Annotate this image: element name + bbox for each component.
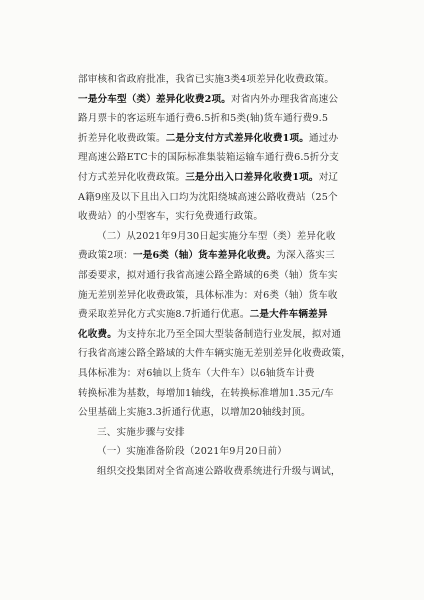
text-run: 行我省高速公路全路域的大件车辆实施无差别差异化收费政策， bbox=[78, 348, 351, 360]
text-run: 路月票卡的客运班车通行费6.5折和5类(轴)货车通行费9.5 bbox=[78, 113, 329, 125]
bold-text: 化收费。 bbox=[78, 328, 117, 340]
text-line bbox=[78, 207, 378, 227]
text-run: 理高速公路ETC卡的国际标准集装箱运输车通行费6.5折分支 bbox=[78, 152, 340, 164]
text-run: 部委要求，拟对通行我省高速公路全路域的6类（轴）货车实 bbox=[78, 269, 338, 281]
text-line bbox=[78, 384, 378, 404]
text-run: 施无差别差异化收费政策，具体标准为：对6类（轴）货车收 bbox=[78, 289, 338, 301]
text-line bbox=[78, 266, 378, 286]
text-line bbox=[78, 246, 378, 266]
text-line bbox=[78, 442, 378, 462]
text-run: 转换标准为基数，每增加1轴线，在转换标准增加1.35元/车 bbox=[78, 387, 334, 399]
text-run: 组织交投集团对全省高速公路收费系统进行升级与调试， bbox=[97, 465, 341, 477]
text-line bbox=[78, 462, 378, 482]
text-run: （二）从2021年9月30日起实施分车型（类）差异化收 bbox=[97, 230, 336, 242]
text-run: 对辽 bbox=[318, 171, 339, 183]
text-line bbox=[78, 70, 378, 90]
text-line bbox=[78, 227, 378, 247]
text-line bbox=[78, 305, 378, 325]
text-run: 费政策2项： bbox=[78, 250, 133, 262]
text-run: 折差异化收费政策。 bbox=[78, 132, 166, 144]
text-line bbox=[78, 109, 378, 129]
text-line bbox=[78, 168, 378, 188]
text-line bbox=[78, 325, 378, 345]
bold-text: 二是分支付方式差异化收费1项。 bbox=[165, 132, 309, 144]
bold-text: 二是大件车辆差异 bbox=[249, 309, 328, 321]
text-line bbox=[78, 286, 378, 306]
text-line bbox=[78, 148, 378, 168]
text-run: 费采取差异化方式实施8.7折通行优惠。 bbox=[78, 309, 250, 321]
text-run: 通过办 bbox=[308, 132, 339, 144]
text-run: （一）实施准备阶段（2021年9月20日前） bbox=[97, 446, 287, 458]
text-run: 部审核和省政府批准，我省已实施3类4项差异化收费政策。 bbox=[78, 74, 335, 85]
text-line bbox=[78, 364, 378, 384]
text-line bbox=[78, 90, 378, 110]
text-line bbox=[78, 403, 378, 423]
text-run: A籍9座及以下且出入口均为沈阳绕城高速公路收费站（25个 bbox=[78, 191, 338, 203]
text-run: 付方式差异化收费政策。 bbox=[78, 171, 186, 183]
text-run: 对省内外办理我省高速公 bbox=[230, 93, 339, 105]
text-line bbox=[78, 188, 378, 208]
text-run: 为支持东北乃至全国大型装备制造行业发展，拟对通 bbox=[116, 328, 342, 340]
text-line bbox=[78, 344, 378, 364]
bold-text: 一是6类（轴）货车差异化收费。 bbox=[132, 250, 277, 262]
text-run: 收费站）的小型客车，实行免费通行政策。 bbox=[78, 211, 264, 223]
text-run: 三、实施步骤与安排 bbox=[97, 426, 185, 438]
text-line bbox=[78, 423, 378, 443]
text-line bbox=[78, 129, 378, 149]
document-body bbox=[78, 70, 378, 481]
text-run: 为深入落实三 bbox=[276, 250, 335, 262]
bold-text: 三是分出入口差异化收费1项。 bbox=[185, 171, 319, 183]
text-run: 公里基础上实施3.3折通行优惠，以增加20轴线封顶。 bbox=[78, 407, 311, 419]
text-run: 具体标准为：对6轴以上货车（大件车）以6轴货车计费 bbox=[78, 367, 315, 379]
bold-text: 一是分车型（类）差异化收费2项。 bbox=[78, 93, 231, 105]
